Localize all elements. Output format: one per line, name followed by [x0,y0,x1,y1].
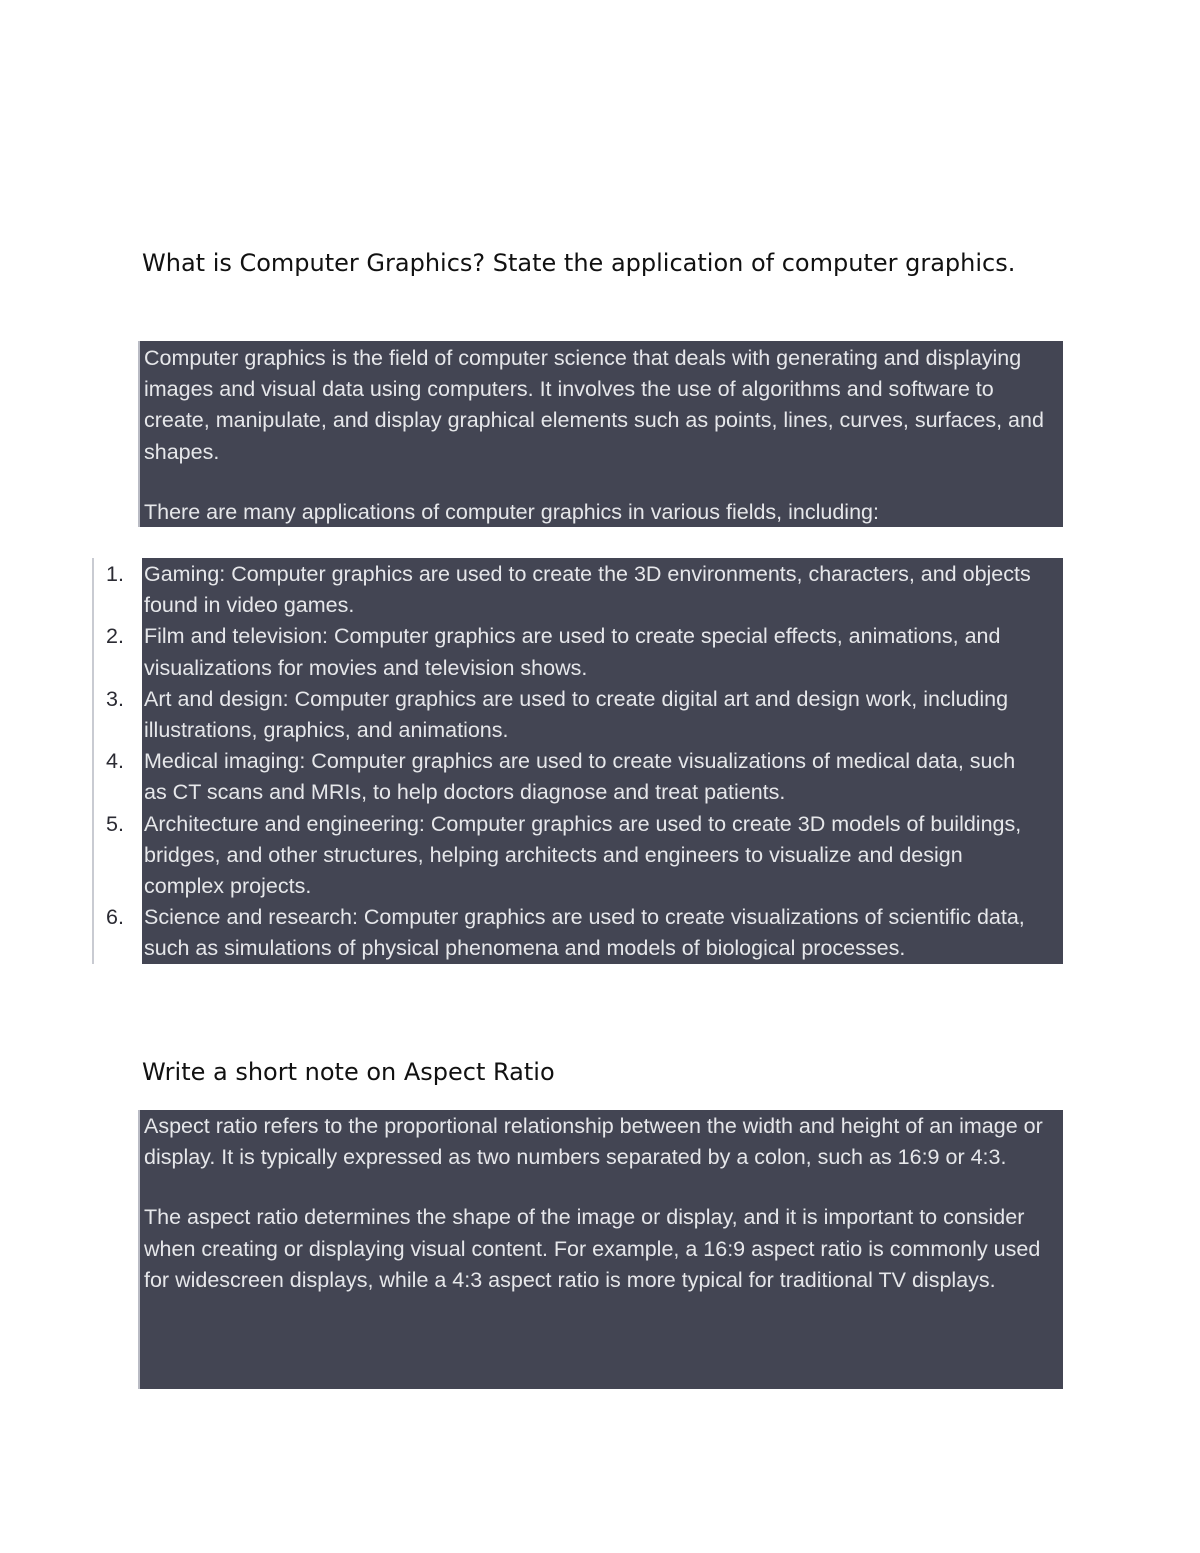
list-item [94,684,1063,746]
list-item [94,559,1063,621]
question-heading-aspect-ratio: Write a short note on Aspect Ratio [142,1058,555,1086]
list-item-number: 4. [106,749,124,774]
definition-paragraph: Computer graphics is the field of computer science that deals with generating and displaying images and visual data using computers. It involves the use of algorithms and software to create, manipulate, and display graphical elements such as points, lines, curves, surfaces, and shapes. [144,346,1044,464]
list-item-text: Art and design: Computer graphics are used to create digital art and design work, including illustrations, graphics, and animations. [144,686,1009,743]
list-item-number: 5. [106,811,124,836]
list-item-text: Medical imaging: Computer graphics are used to create visualizations of medical data, such as CT scans and MRIs, to help doctors diagnose and treat patients. [144,749,1016,805]
aspect-ratio-definition-paragraph: Aspect ratio refers to the proportional relationship between the width and height of an image or display. It is typically expressed as two numbers separated by a colon, such as 16:9 or 4:3. [144,1114,1043,1170]
list-item-number: 6. [106,905,124,930]
list-item [94,902,1063,964]
answer-box-definition [138,341,1063,527]
list-item-text: Film and television: Computer graphics are used to create special effects, animations, and visualizations for movies and television shows. [144,624,1001,680]
list-item-text: Gaming: Computer graphics are used to create the 3D environments, characters, and objects found in video games. [144,562,1031,618]
applications-list-box [92,558,1063,964]
list-item [94,809,1063,903]
list-item-text: Science and research: Computer graphics are used to create visualizations of scientific data, such as simulations of physical phenomena and models of biological processes. [144,905,1025,961]
list-item [94,621,1063,683]
answer-box-aspect-ratio [138,1110,1063,1389]
list-item-number: 3. [106,686,124,711]
list-item-number: 1. [106,562,124,586]
list-item-text: Architecture and engineering: Computer graphics are used to create 3D models of buildings, bridges, and other structures, helping architects and engineers to visualize and design complex projects. [144,811,1022,899]
aspect-ratio-usage-paragraph: The aspect ratio determines the shape of the image or display, and it is important to consider when creating or displaying visual content. For example, a 16:9 aspect ratio is commonly used for widescreen displays, while a 4:3 aspect ratio is more typical for traditional TV displays. [144,1205,1041,1292]
list-item-number: 2. [106,624,124,649]
applications-intro-paragraph: There are many applications of computer graphics in various fields, including: [144,499,879,524]
list-item [94,746,1063,808]
applications-list [94,558,1063,965]
question-heading-computer-graphics: What is Computer Graphics? State the application of computer graphics. [142,249,1016,277]
